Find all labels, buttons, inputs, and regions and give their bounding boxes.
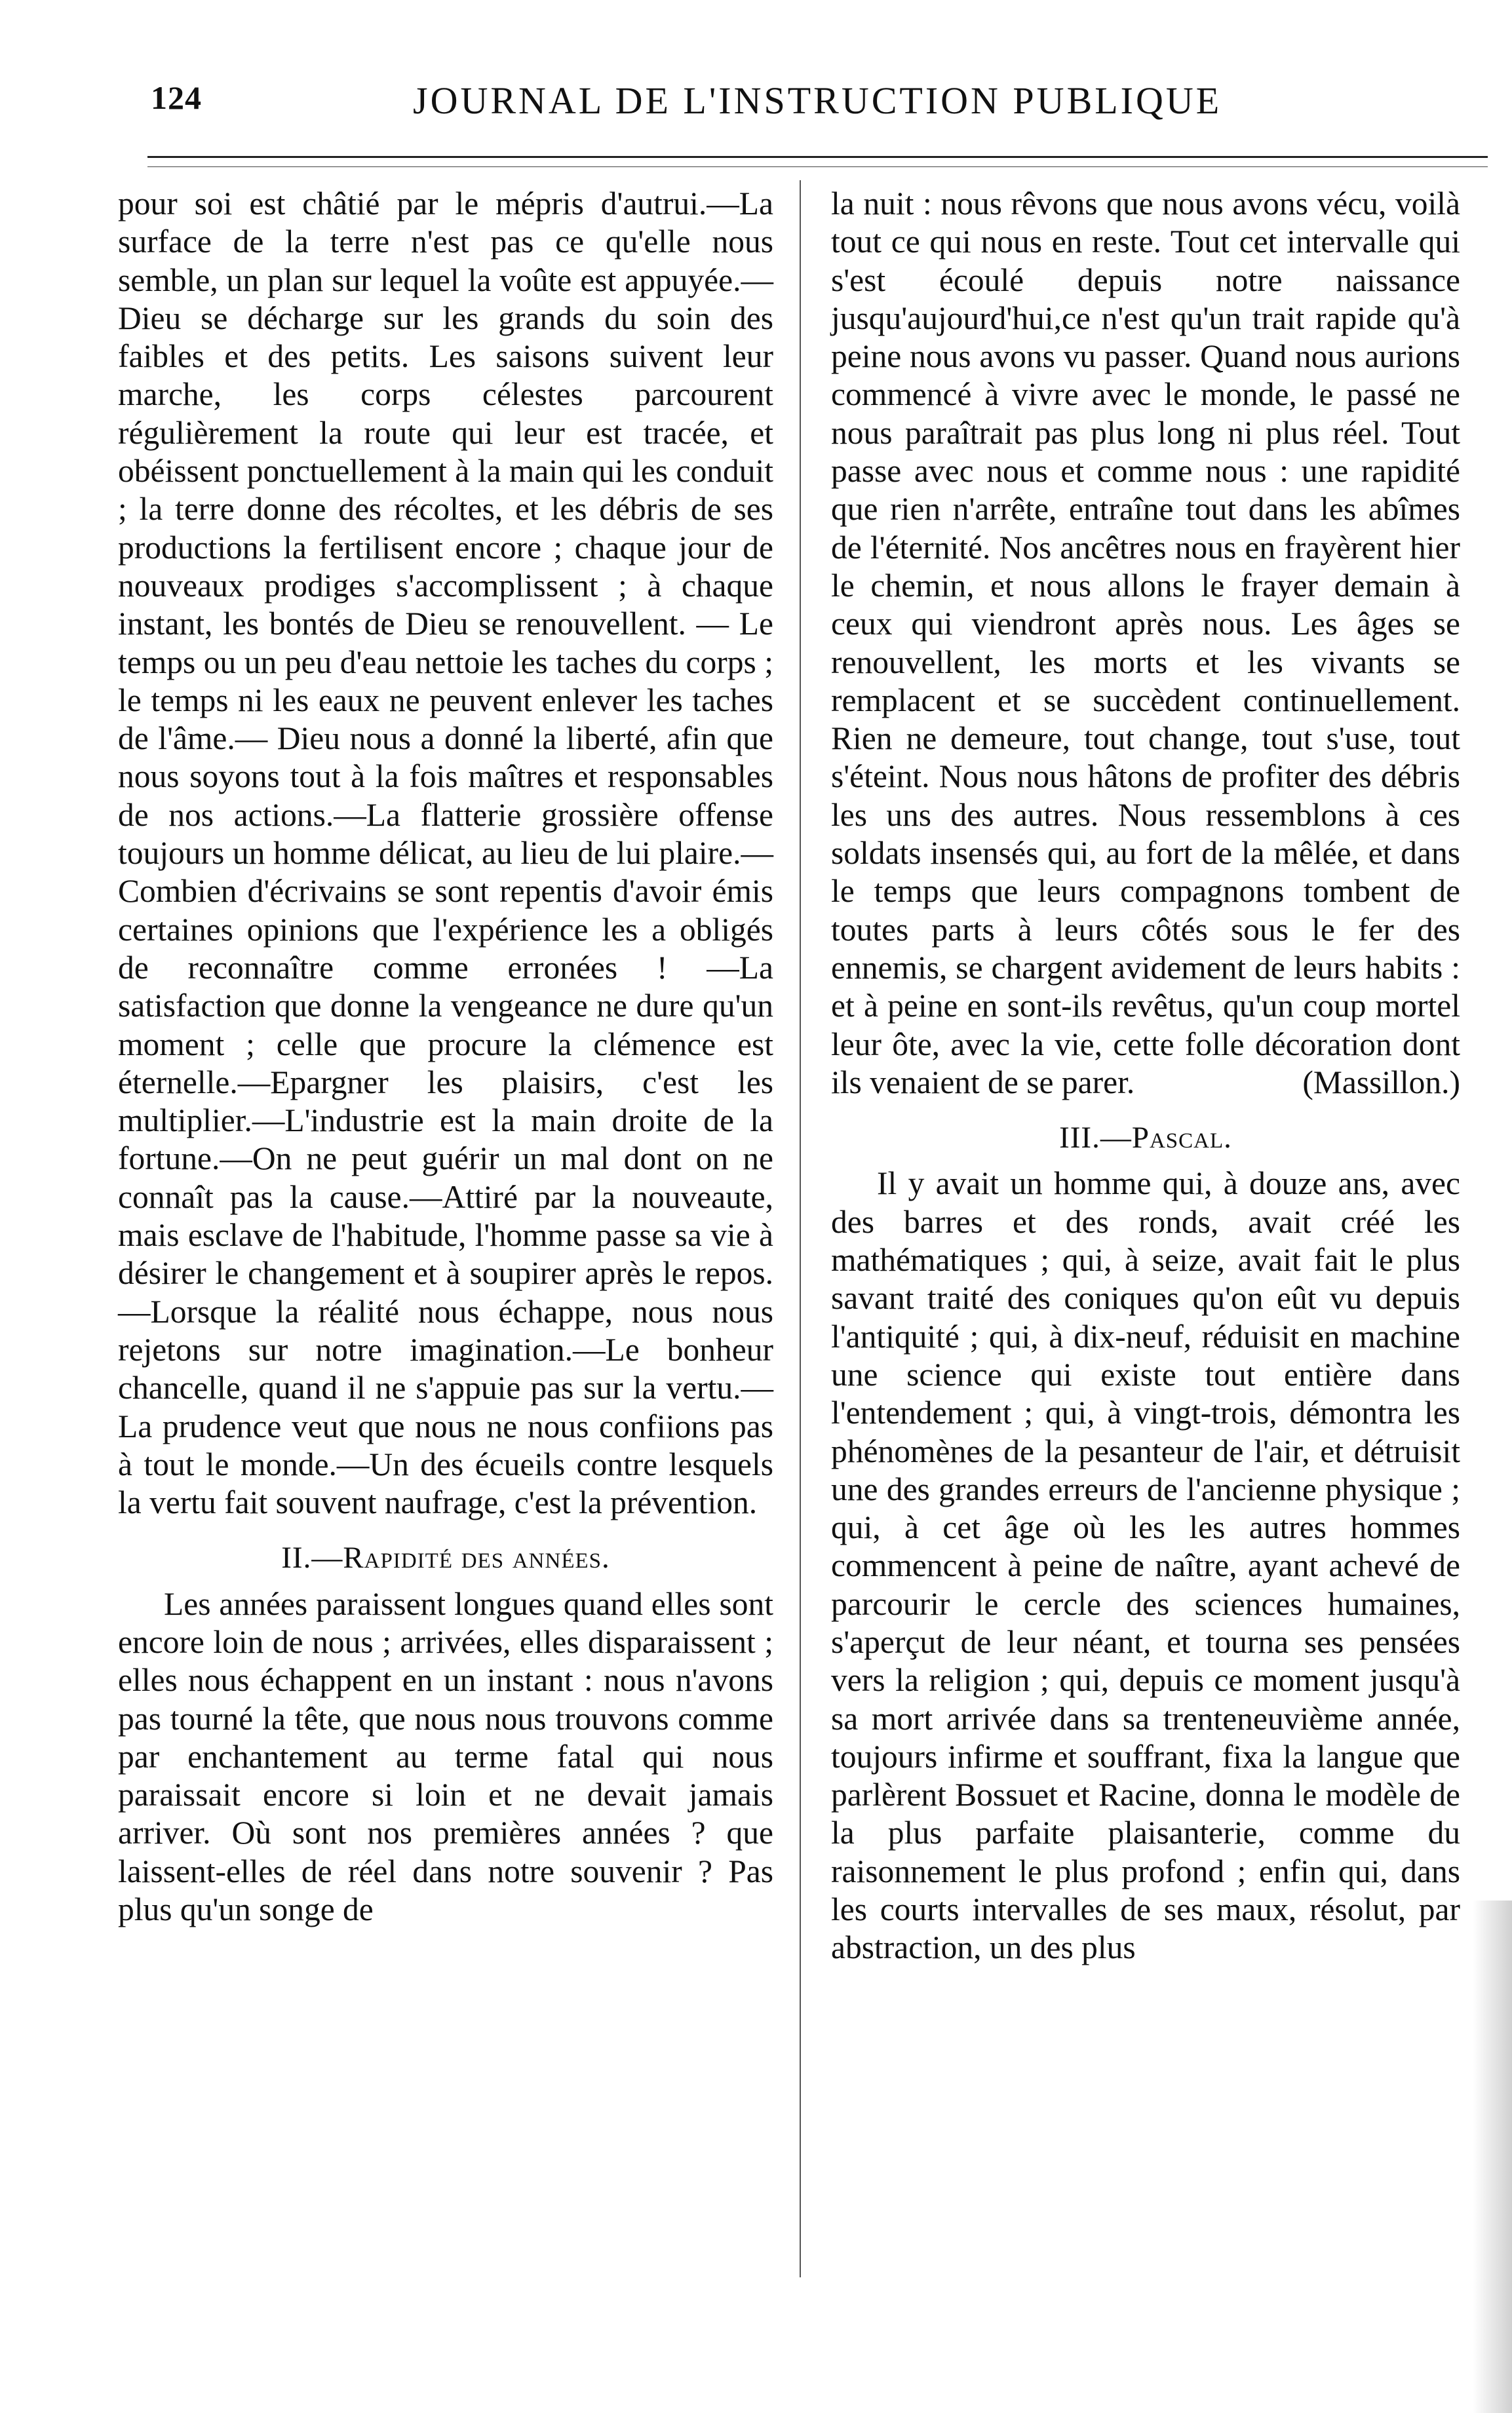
left-column — [118, 185, 773, 1929]
section-title-rapidite: II.—Rapidité des années. — [281, 1541, 610, 1575]
page-edge-shadow — [1473, 1901, 1512, 2413]
attribution-massillon: (Massillon.) — [1302, 1064, 1460, 1100]
column-divider — [800, 180, 801, 2277]
header-rule — [147, 156, 1488, 158]
section-title-pascal: III.—Pascal. — [1059, 1121, 1232, 1155]
rapidite-continued-text: la nuit : nous rêvons que nous avons vécu, voilà tout ce qui nous en reste. Tout cet intervalle qui s'est écoulé depuis notre naissance jusqu'aujourd'hui,ce n'est qu'un trait rapide qu'à peine nous avons vu passer. Quand nous aurions commencé à vivre avec le monde, le passé ne nous paraîtrait pas plus long ni plus réel. Tout passe avec nous et comme nous : une rapidité que rien n'arrête, entraîne tout dans les abîmes de l'éternité. Nos ancêtres nous en frayèrent hier le chemin, et nous allons le frayer demain à ceux qui viendront après nous. Les âges se renouvellent, les morts et les vivants se remplacent et se succèdent continuellement. Rien ne demeure, tout change, tout s'use, tout s'éteint. Nous nous hâtons de profiter des débris les uns des autres. Nous ressemblons à ces soldats insensés qui, au fort de la mêlée, et dans le temps que leurs compagnons tombent de toutes parts à leurs côtés sous le fer des ennemis, se chargent avidement de leurs habits : et à peine en sont-ils revêtus, qu'un coup mortel leur ôte, avec la vie, cette folle décoration dont ils venaient de se parer. — [831, 185, 1460, 1100]
rapidite-paragraph: Les années paraissent longues quand elles sont encore loin de nous ; arrivées, elles disparaissent ; elles nous échappent en un instant : nous n'avons pas tourné la tête, que nous nous trouvons comme par enchantement au terme fatal qui nous paraissait encore si loin et ne devait jamais arriver. Où sont nos premières années ? que laissent-elles de réel dans notre souvenir ? Pas plus qu'un songe de — [118, 1585, 773, 1928]
right-column — [831, 185, 1460, 1967]
maxims-paragraph: pour soi est châtié par le mépris d'autrui.—La surface de la terre n'est pas ce qu'elle nous semble, un plan sur lequel la voûte est appuyée.—Dieu se décharge sur les grands du soin des faibles et des petits. Les saisons suivent leur marche, les corps célestes parcourent régulièrement la route qui leur est tracée, et obéissent ponctuellement à la main qui les conduit ; la terre donne des récoltes, et les débris de ses productions la fertilisent encore ; chaque jour de nouveaux prodiges s'accomplissent ; à chaque instant, les bontés de Dieu se renouvellent. — Le temps ou un peu d'eau nettoie les taches du corps ; le temps ni les eaux ne peuvent enlever les taches de l'âme.— Dieu nous a donné la liberté, afin que nous soyons tout à la fois maîtres et responsables de nos actions.—La flatterie grossière offense toujours un homme délicat, au lieu de lui plaire.—Combien d'écrivains se sont repentis d'avoir émis certaines opinions que l'expérience les a obligés de reconnaître comme erronées ! —La satisfaction que donne la vengeance ne dure qu'un moment ; celle que procure la clémence est éternelle.—Epargner les plaisirs, c'est les multiplier.—L'industrie est la main droite de la fortune.—On ne peut guérir un mal dont on ne connaît pas la cause.—Attiré par la nouveaute, mais esclave de l'habitude, l'homme passe sa vie à désirer le changement et à soupirer après le repos.—Lorsque la réalité nous échappe, nous nous rejetons sur notre imagination.—Le bonheur chancelle, quand il ne s'appuie pas sur la vertu.—La prudence veut que nous ne nous confiions pas à tout le monde.—Un des écueils contre lesquels la vertu fait souvent naufrage, c'est la prévention. — [118, 185, 773, 1521]
header-rule-thin — [147, 166, 1488, 167]
running-title: JOURNAL DE L'INSTRUCTION PUBLIQUE — [413, 79, 1222, 122]
rapidite-paragraph-continued — [831, 185, 1460, 1102]
page-number: 124 — [151, 79, 202, 116]
pascal-paragraph: Il y avait un homme qui, à douze ans, avec des barres et des ronds, avait créé les mathématiques ; qui, à seize, avait fait le plus savant traité des coniques qu'on eût vu depuis l'antiquité ; qui, à dix-neuf, réduisit en machine une science qui existe tout entière dans l'entendement ; qui, à vingt-trois, démontra les phénomènes de la pesanteur de l'air, et détruisit une des grandes erreurs de l'ancienne physique ; qui, à cet âge où les les autres hommes commencent à peine de naître, ayant achevé de parcourir le cercle des sciences humaines, s'aperçut de leur néant, et tourna ses pensées vers la religion ; qui, depuis ce moment jusqu'à sa mort arrivée dans sa trenteneuvième année, toujours infirme et souffrant, fixa la langue que parlèrent Bossuet et Racine, donna le modèle de la plus parfaite plaisanterie, comme du raisonnement le plus profond ; enfin qui, dans les courts intervalles de ses maux, résolut, par abstraction, un des plus — [831, 1165, 1460, 1966]
page-header — [151, 79, 1475, 151]
